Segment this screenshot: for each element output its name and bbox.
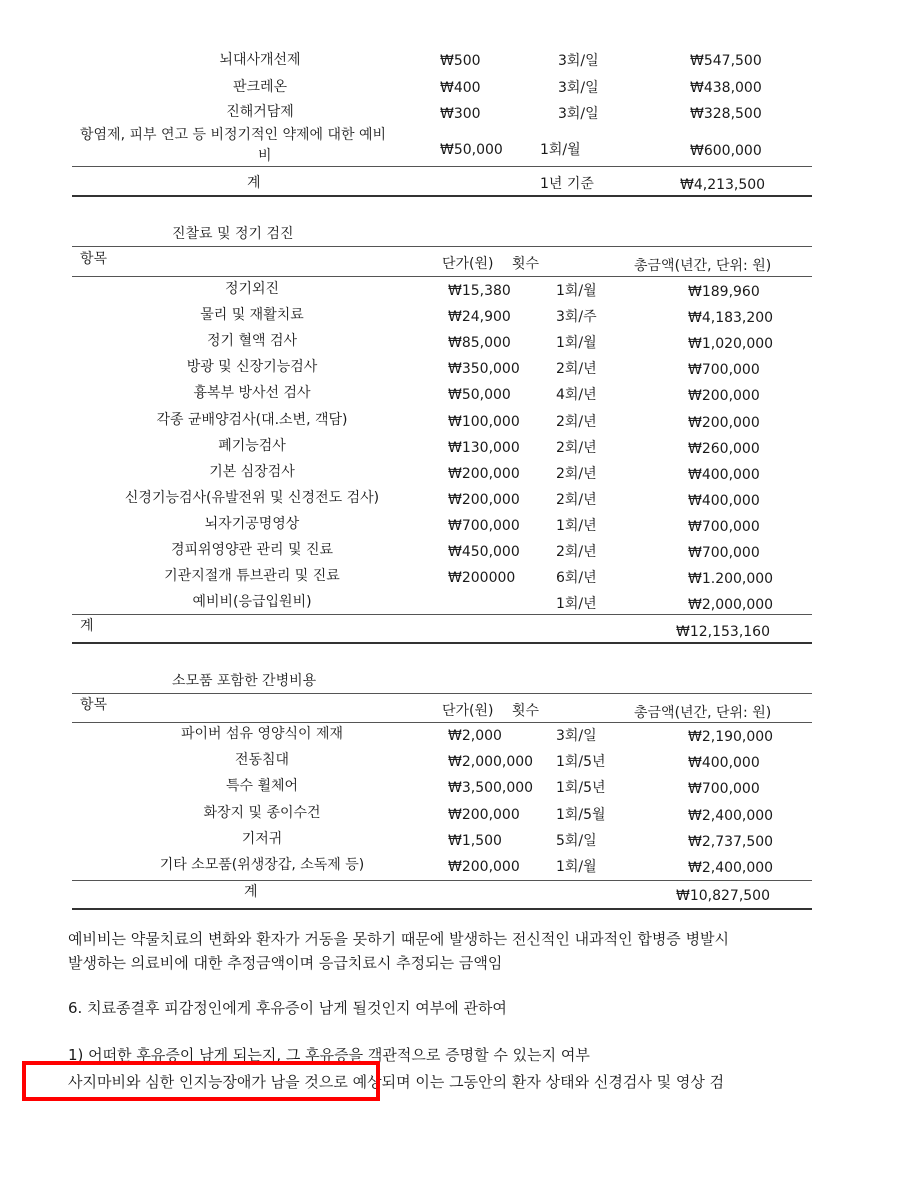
row-total: ₩400,000 bbox=[688, 466, 760, 483]
row-total: ₩4,183,200 bbox=[688, 310, 774, 327]
row-price: ₩2,000 bbox=[448, 728, 502, 744]
row-price: ₩2,000,000 bbox=[448, 754, 534, 771]
row-item: 특수 휠체어 bbox=[225, 778, 299, 795]
table-rule bbox=[72, 166, 812, 167]
section-heading: 6. 치료종결후 피감정인에게 후유증이 남게 될것인지 여부에 관하여 bbox=[68, 999, 507, 1017]
row-item: 경피위영양관 관리 및 진료 bbox=[170, 542, 334, 558]
row-freq: 1회/5월 bbox=[556, 806, 606, 823]
row-item: 화장지 및 종이수건 bbox=[203, 804, 321, 821]
table-rule bbox=[72, 246, 812, 247]
row-item: 각종 균배양검사(대.소변, 객담) bbox=[156, 411, 348, 428]
row-item: 뇌대사개선제 bbox=[219, 52, 301, 68]
row-freq: 2회/년 bbox=[556, 361, 597, 378]
row-total: ₩400,000 bbox=[688, 755, 760, 772]
row-price: ₩50,000 bbox=[440, 142, 503, 158]
row-price: ₩200,000 bbox=[448, 806, 520, 823]
sum-freq: 1년 기준 bbox=[540, 176, 594, 192]
row-item: 기본 심장검사 bbox=[209, 463, 295, 480]
row-total: ₩700,000 bbox=[688, 781, 760, 798]
row-item: 정기외진 bbox=[224, 281, 280, 297]
sub-heading: 1) 어떠한 후유증이 남게 되는지, 그 후유증을 객관적으로 증명할 수 있는지 여부 bbox=[68, 1046, 590, 1064]
row-total: ₩200,000 bbox=[688, 414, 760, 431]
table-rule bbox=[72, 880, 812, 881]
row-freq: 2회/년 bbox=[556, 544, 597, 560]
row-freq: 3회/일 bbox=[558, 53, 599, 69]
row-item: 예비비(응급입원비) bbox=[192, 594, 312, 611]
row-item: 기타 소모품(위생장갑, 소독제 등) bbox=[159, 857, 365, 873]
row-freq: 1회/년 bbox=[556, 596, 597, 613]
table-rule bbox=[72, 614, 812, 615]
row-item: 기관지절개 튜브관리 및 진료 bbox=[164, 568, 340, 585]
row-freq: 1회/월 bbox=[556, 283, 597, 299]
section-title: 진찰료 및 정기 검진 bbox=[172, 226, 294, 242]
row-total: ₩2,000,000 bbox=[688, 597, 774, 614]
table-rule bbox=[72, 642, 812, 644]
row-item: 폐기능검사 bbox=[218, 437, 286, 454]
row-freq: 1회/월 bbox=[540, 142, 581, 158]
row-freq: 3회/일 bbox=[556, 728, 597, 744]
row-total: ₩189,960 bbox=[688, 284, 760, 300]
section-title: 소모품 포함한 간병비용 bbox=[172, 673, 317, 689]
sum-total: ₩4,213,500 bbox=[680, 177, 766, 193]
row-price: ₩1,500 bbox=[448, 832, 502, 849]
table-rule bbox=[72, 276, 812, 277]
row-freq: 5회/일 bbox=[556, 832, 597, 849]
row-item: 판크레온 bbox=[232, 79, 288, 95]
sum-label: 계 bbox=[244, 884, 258, 900]
row-price: ₩350,000 bbox=[448, 361, 520, 378]
row-item: 항염제, 피부 연고 등 비정기적인 약제에 대한 예비 bbox=[80, 127, 387, 143]
row-total: ₩400,000 bbox=[688, 492, 760, 509]
row-item: 물리 및 재활치료 bbox=[200, 307, 304, 324]
row-total: ₩328,500 bbox=[690, 106, 762, 122]
row-price: ₩85,000 bbox=[448, 335, 511, 352]
row-item: 흉복부 방사선 검사 bbox=[193, 385, 311, 402]
paragraph-line: 예비비는 약물치료의 변화와 환자가 거동을 못하기 때문에 발생하는 전신적인 내과적인 합병증 병발시 bbox=[68, 930, 730, 948]
row-freq: 2회/년 bbox=[556, 439, 597, 456]
row-total: ₩600,000 bbox=[690, 143, 762, 159]
row-price: ₩50,000 bbox=[448, 387, 511, 404]
header-freq: 횟수 bbox=[512, 256, 540, 272]
row-price: ₩100,000 bbox=[448, 413, 520, 430]
header-item: 항목 bbox=[80, 251, 108, 267]
row-price: ₩200,000 bbox=[448, 491, 520, 508]
highlight-box bbox=[22, 1061, 380, 1101]
row-total: ₩700,000 bbox=[688, 545, 760, 561]
table-rule bbox=[72, 722, 812, 723]
row-price: ₩3,500,000 bbox=[448, 780, 534, 797]
row-freq: 3회/일 bbox=[558, 80, 599, 96]
row-item-cont: 비 bbox=[258, 148, 272, 164]
header-price: 단가(원) bbox=[442, 256, 494, 272]
row-price: ₩300 bbox=[440, 106, 481, 122]
row-price: ₩450,000 bbox=[448, 544, 520, 560]
row-price: ₩24,900 bbox=[448, 309, 511, 326]
row-freq: 1회/년 bbox=[556, 517, 597, 534]
row-freq: 2회/년 bbox=[556, 413, 597, 430]
row-freq: 3회/일 bbox=[558, 106, 599, 122]
row-price: ₩700,000 bbox=[448, 517, 520, 534]
row-total: ₩547,500 bbox=[690, 53, 762, 69]
sum-total: ₩10,827,500 bbox=[676, 888, 771, 904]
header-total: 총금액(년간, 단위: 원) bbox=[634, 705, 772, 721]
table-rule bbox=[72, 908, 812, 910]
row-freq: 1회/월 bbox=[556, 335, 597, 352]
row-total: ₩438,000 bbox=[690, 80, 762, 96]
sum-label: 계 bbox=[247, 175, 261, 191]
row-freq: 2회/년 bbox=[556, 465, 597, 482]
sum-total: ₩12,153,160 bbox=[676, 624, 771, 640]
sum-label: 계 bbox=[80, 618, 94, 634]
row-item: 전동침대 bbox=[234, 752, 290, 769]
row-freq: 1회/5년 bbox=[556, 754, 606, 771]
row-freq: 1회/5년 bbox=[556, 780, 606, 797]
row-total: ₩2,737,500 bbox=[688, 833, 774, 850]
row-item: 파이버 섬유 영양식이 제재 bbox=[180, 726, 344, 742]
row-item: 기저귀 bbox=[241, 830, 283, 847]
table-rule bbox=[72, 195, 812, 197]
row-total: ₩260,000 bbox=[688, 440, 760, 457]
row-price: ₩200000 bbox=[448, 570, 516, 587]
row-total: ₩1.200,000 bbox=[688, 571, 774, 588]
row-total: ₩2,400,000 bbox=[688, 807, 774, 824]
row-total: ₩2,190,000 bbox=[688, 729, 774, 745]
row-price: ₩500 bbox=[440, 53, 481, 69]
row-freq: 4회/년 bbox=[556, 387, 597, 404]
row-price: ₩200,000 bbox=[448, 465, 520, 482]
row-price: ₩200,000 bbox=[448, 859, 520, 875]
row-total: ₩2,400,000 bbox=[688, 860, 774, 876]
header-freq: 횟수 bbox=[512, 703, 540, 719]
answer-line: 사지마비와 심한 인지능장애가 남을 것으로 예상되며 이는 그동안의 환자 상태와 신경검사 및 영상 검 bbox=[68, 1073, 725, 1091]
table-rule bbox=[72, 693, 812, 694]
header-item: 항목 bbox=[80, 697, 108, 713]
row-freq: 2회/년 bbox=[556, 491, 597, 508]
row-total: ₩200,000 bbox=[688, 388, 760, 405]
row-freq: 6회/년 bbox=[556, 570, 597, 587]
paragraph-line: 발생하는 의료비에 대한 추정금액이며 응급치료시 추정되는 금액임 bbox=[68, 954, 503, 972]
row-price: ₩130,000 bbox=[448, 439, 520, 456]
row-item: 정기 혈액 검사 bbox=[206, 333, 298, 350]
header-total: 총금액(년간, 단위: 원) bbox=[634, 258, 772, 274]
row-freq: 3회/주 bbox=[556, 309, 597, 326]
header-price: 단가(원) bbox=[442, 703, 494, 719]
row-item: 진해거담제 bbox=[226, 104, 294, 120]
row-item: 방광 및 신장기능검사 bbox=[186, 359, 318, 376]
row-item: 신경기능검사(유발전위 및 신경전도 검사) bbox=[124, 489, 380, 506]
row-freq: 1회/월 bbox=[556, 859, 597, 875]
row-total: ₩1,020,000 bbox=[688, 336, 774, 353]
row-item: 뇌자기공명영상 bbox=[204, 515, 300, 532]
row-total: ₩700,000 bbox=[688, 518, 760, 535]
row-price: ₩400 bbox=[440, 80, 481, 96]
row-price: ₩15,380 bbox=[448, 283, 511, 299]
row-total: ₩700,000 bbox=[688, 362, 760, 379]
